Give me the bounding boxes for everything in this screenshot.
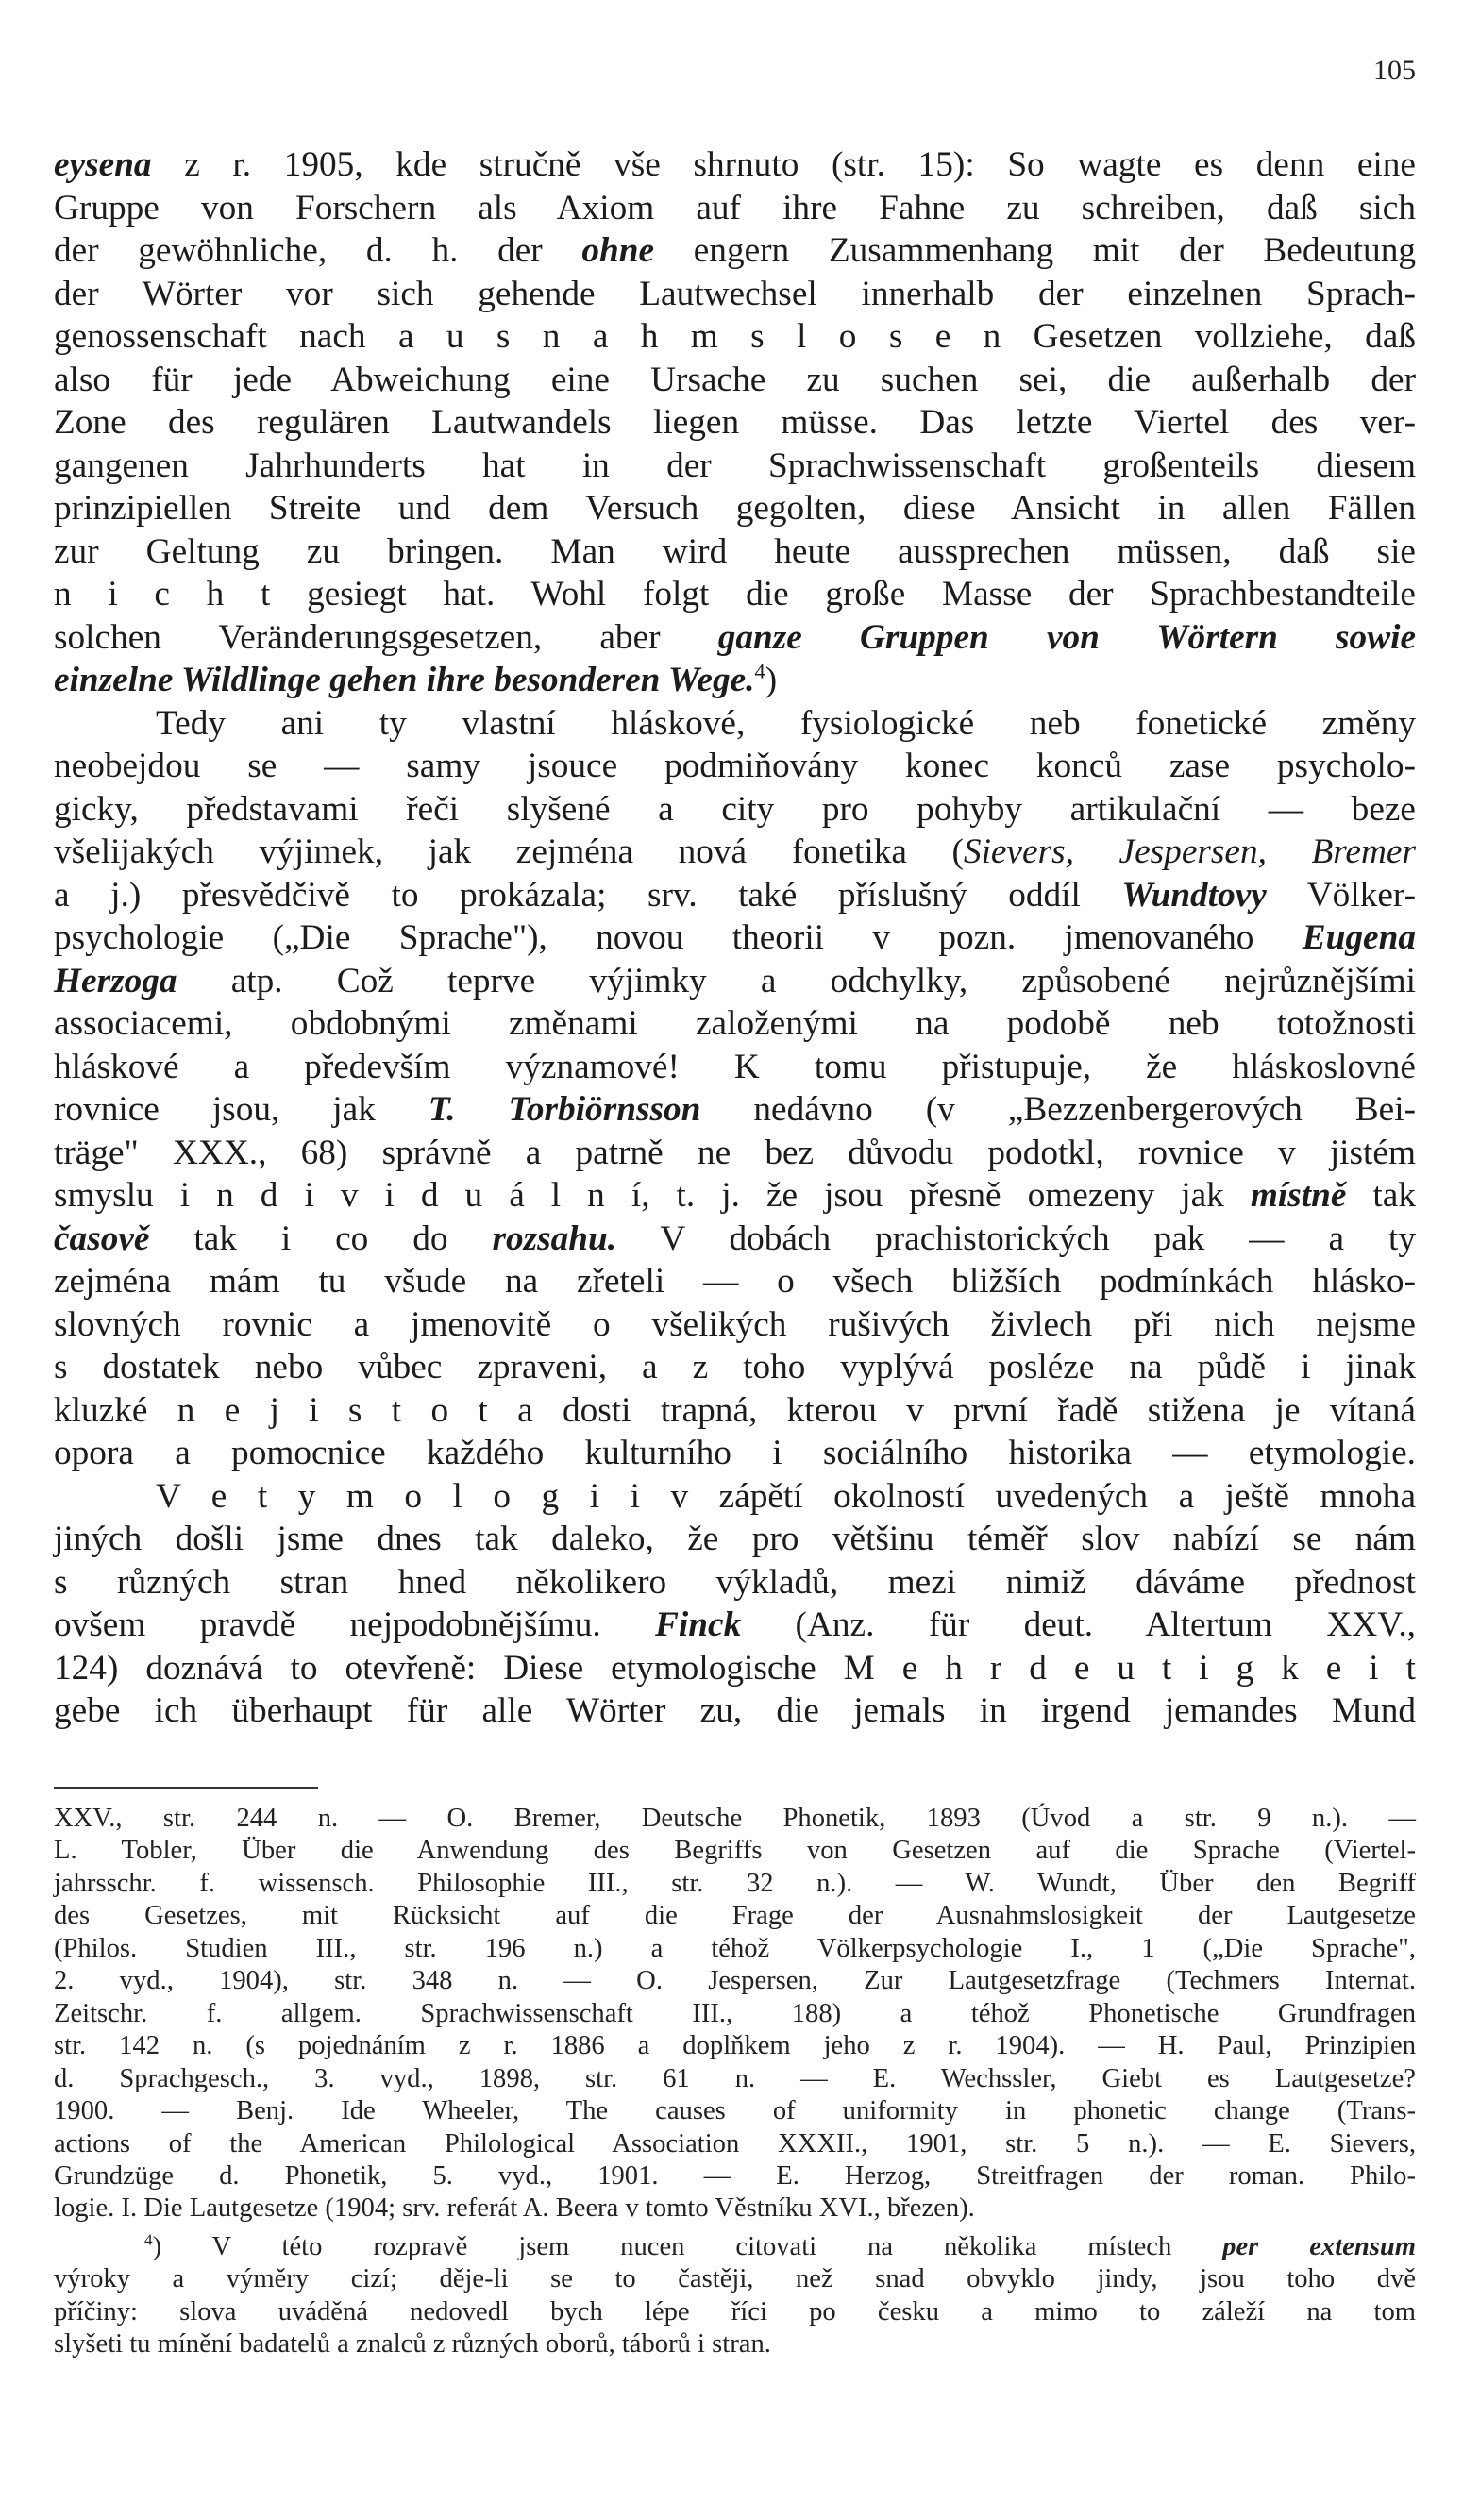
text-line [54,1088,1416,1132]
text-line: s dostatek nebo vůbec zpraveni, a z toho vyplývá posléze na půdě i jinak [54,1348,1416,1386]
text-span: Finck [655,1605,742,1644]
text-span: rovnice jsou, jak [54,1090,429,1129]
footnote-ref: 4 [754,659,765,683]
text-line: associacemi, obdobnými změnami založenými na podobě neb totožnosti [54,1004,1416,1043]
text-line: Zone des regulären Lautwandels liegen müsse. Das letzte Viertel des ver- [54,403,1416,442]
footnote-line: d. Sprachgesch., 3. vyd., 1898, str. 61 n. — E. Wechssler, Giebt es Lautgesetze? [54,2063,1416,2093]
text-span: ovšem pravdě nejpodobnějšímu. [54,1605,656,1644]
text-line [54,143,1416,187]
footnote-line: 2. vyd., 1904), str. 348 n. — O. Jespersen, Zur Lautgesetzfrage (Techmers Internat. [54,1966,1416,1996]
text-span: psychologie („Die Sprache"), novou theorii v pozn. jmenovaného [54,918,1303,957]
footnote-line: 1900. — Benj. Ide Wheeler, The causes of uniformity in phonetic change (Trans- [54,2096,1416,2126]
text-span: ) [765,661,778,699]
text-line: gicky, představami řeči slyšené a city pro pohyby artikulační — beze [54,789,1416,829]
text-line: zur Geltung zu bringen. Man wird heute aussprechen müssen, daß sie [54,531,1416,571]
text-line: hláskové a především významové! K tomu přistupuje, že hláskoslovné [54,1047,1416,1086]
text-line [54,831,1416,874]
text-line: n i c h t gesiegt hat. Wohl folgt die große Masse der Sprachbestandteile [54,575,1416,613]
text-line: slovných rovnic a jmenovitě o všelikých rušivých živlech při nich nejsme [54,1304,1416,1344]
footnote-line: logie. I. Die Lautgesetze (1904; srv. referát A. Beera v tomto Věstníku XVI., březen). [54,2193,975,2224]
text-line: Gruppe von Forschern als Axiom auf ihre Fahne zu schreiben, daß sich [54,188,1416,227]
text-line [54,960,1416,1003]
text-span: místně [1250,1176,1347,1215]
text-span: tak i co do [149,1218,493,1258]
text-span: atp. Což teprve výjimky a odchylky, způsobené nejrůznějšími [177,961,1416,1000]
text-span: Sievers, Jespersen, Bremer [963,832,1416,871]
text-line: träge" XXX., 68) správně a patrně ne bez důvodu podotkl, rovnice v jistém [54,1133,1416,1172]
footnote-line: jahrsschr. f. wissensch. Philosophie III., str. 32 n.). — W. Wundt, Über den Begriff [54,1868,1416,1898]
text-line: also für jede Abweichung eine Ursache zu suchen sei, die außerhalb der [54,360,1416,399]
paragraph-1 [54,143,1416,702]
text-line: der Wörter vor sich gehende Lautwechsel innerhalb der einzelnen Sprach- [54,274,1416,313]
text-line [54,1604,1416,1647]
text-line: gebe ich überhaupt für alle Wörter zu, die jemals in irgend jemandes Mund [54,1691,1416,1730]
footnote-line: (Philos. Studien III., str. 196 n.) a téhož Völkerpsychologie I., 1 („Die Sprache", [54,1933,1416,1963]
text-line: s různých stran hned několikero výkladů, mezi nimiž dáváme přednost [54,1562,1416,1602]
text-span: ganze Gruppen von Wörtern sowie [717,617,1417,657]
text-line [54,229,1416,273]
text-line: zejména mám tu všude na zřeteli — o všech bližších podmínkách hlásko- [54,1262,1416,1301]
footnote-4-line: slyšeti tu mínění badatelů a znalců z různých oborů, táborů i stran. [54,2329,771,2360]
text-line: genossenschaft nach a u s n a h m s l o s e n Gesetzen vollziehe, daß [54,317,1416,356]
text-line [54,874,1416,917]
text-line: opora a pomocnice každého kulturního i sociálního historika — etymologie. [54,1434,1416,1472]
text-line: V e t y m o l o g i i v zápětí okolností uvedených a ještě mnoha [156,1476,1416,1516]
text-span: einzelne Wildlinge gehen ihre besonderen Wege. [54,661,755,699]
footnote-line: des Gesetzes, mit Rücksicht auf die Frage der Ausnahmslosigkeit der Lautgesetze [54,1901,1416,1931]
text-line: prinzipiellen Streite und dem Versuch gegolten, diese Ansicht in allen Fällen [54,489,1416,528]
text-line: 124) doznává to otevřeně: Diese etymologische M e h r d e u t i g k e i t [54,1648,1416,1688]
text-span: Eugena [1302,918,1416,957]
text-span: der gewöhnliche, d. h. der [54,231,582,270]
text-span: engern Zusammenhang mit der Bedeutung [654,231,1417,270]
page-number: 105 [1373,55,1416,86]
text-span: Völker- [1266,875,1416,915]
footnote-4-line [54,2231,1416,2263]
text-span: ) V této rozpravě jsem nucen citovati na několika místech [152,2231,1223,2261]
text-line [54,1174,1416,1218]
text-span: časově [54,1218,150,1258]
text-line: Tedy ani ty vlastní hláskové, fysiologické neb fonetické změny [156,703,1416,743]
text-span: T. Torbiörnsson [428,1090,701,1129]
text-span: eysena [54,145,152,184]
text-line: neobejdou se — samy jsouce podmiňovány konec konců zase psycholo- [54,747,1416,785]
text-line [54,916,1416,960]
text-span: solchen Veränderungsgesetzen, aber [54,617,718,657]
text-line: jiných došli jsme dnes tak daleko, že pro většinu téměř slov nabízí se nám [54,1520,1416,1558]
text-span: z r. 1905, kde stručně vše shrnuto (str. 15): So wagte es denn eine [151,145,1416,184]
text-span: a j.) přesvědčivě to prokázala; srv. také příslušný oddíl [54,875,1122,915]
footnote-line: XXV., str. 244 n. — O. Bremer, Deutsche Phonetik, 1893 (Úvod a str. 9 n.). — [54,1804,1416,1833]
text-span: smyslu i n d i v i d u á l n í, t. j. že jsou přesně omezeny jak [54,1176,1251,1215]
footnote-line: str. 142 n. (s pojednáním z r. 1886 a doplňkem jeho z r. 1904). — H. Paul, Prinzipien [54,2031,1416,2061]
text-span: nedávno (v „Bezzenbergerových Bei- [700,1090,1416,1129]
text-line [54,616,1416,660]
footnote-line: Grundzüge d. Phonetik, 5. vyd., 1901. — E. Herzog, Streitfragen der roman. Philo- [54,2160,1416,2191]
text-line [54,1218,1416,1261]
footnote-4-line: příčiny: slova uváděná nedovedl bych lépe říci po česku a mimo to záleží na tom [54,2296,1416,2327]
text-line [54,659,1416,702]
text-span: per extensum [1222,2231,1417,2261]
paragraph-3 [54,1475,1416,1733]
footnote-line: Zeitschr. f. allgem. Sprachwissenschaft III., 188) a téhož Phonetische Grundfragen [54,1998,1416,2028]
footnote-line: L. Tobler, Über die Anwendung des Begriffs von Gesetzen auf die Sprache (Viertel- [54,1836,1416,1866]
text-line: gangenen Jahrhunderts hat in der Sprachwissenschaft großenteils diesem [54,445,1416,485]
text-span: Herzoga [54,961,177,1000]
footnote-number: 4 [144,2230,153,2249]
footnote-4-line: výroky a výměry cizí; děje-li se to častěji, než snad obvyklo jindy, jsou toho dvě [54,2264,1416,2294]
text-span: ohne [581,231,655,270]
footnote-line: actions of the American Philological Association XXXII., 1901, str. 5 n.). — E. Sievers, [54,2128,1416,2159]
text-line: kluzké n e j i s t o t a dosti trapná, kterou v první řadě stižena je vítaná [54,1390,1416,1430]
footnote-divider [54,1787,318,1789]
text-span: rozsahu. [492,1218,617,1258]
text-span: (Anz. für deut. Altertum XXV., [741,1605,1416,1644]
text-span: V dobách prachistorických pak — a ty [616,1218,1416,1258]
text-span: Wundtovy [1121,875,1267,915]
text-span: všelijakých výjimek, jak zejména nová fonetika ( [54,832,964,871]
main-text [54,143,1416,1733]
footnotes [54,1803,1416,2361]
text-span: tak [1346,1176,1416,1215]
paragraph-2 [54,702,1416,1475]
